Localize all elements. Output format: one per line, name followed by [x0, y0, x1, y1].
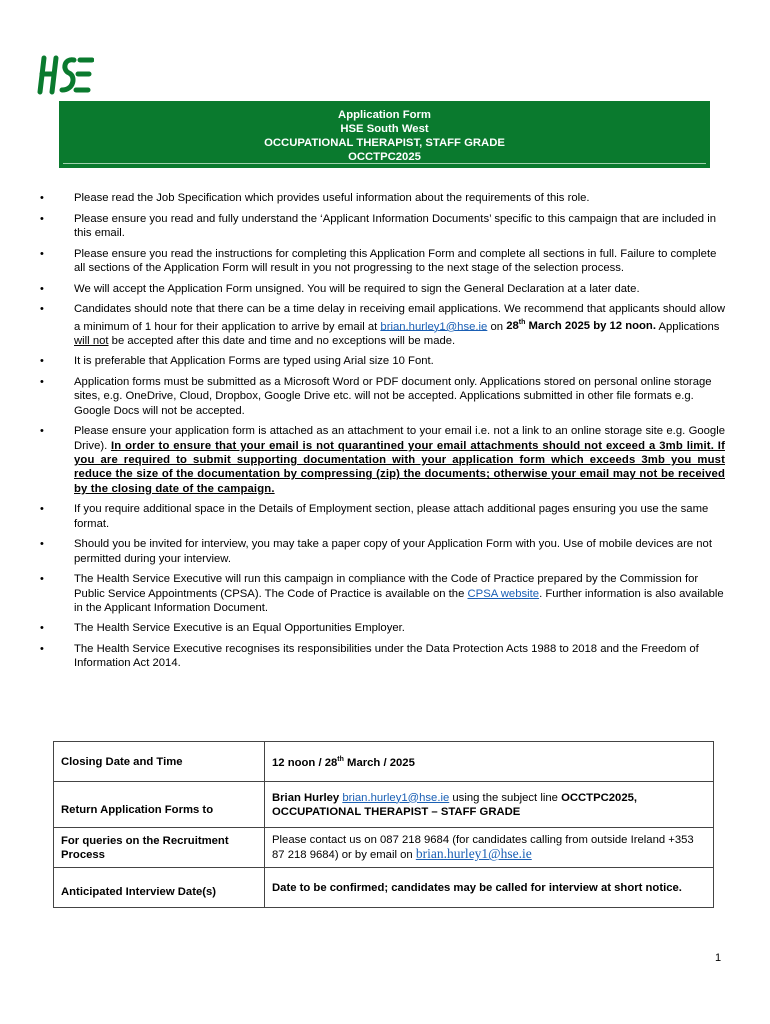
email-link[interactable]: brian.hurley1@hse.ie [380, 320, 488, 333]
table-row [54, 828, 714, 868]
list-item: • Please ensure you read and fully understand the ‘Applicant Information Documents’ specific to this campaign that are included in this email. [40, 212, 725, 241]
list-item: • The Health Service Executive will run this campaign in compliance with the Code of Practice prepared by the Commission for Public Service Appointments (CPSA). The Code of Practice is available on the CPSA website. Further information is also available in the Applicant Information Document. [40, 572, 725, 615]
table-row [54, 742, 714, 782]
closing-date-value: 12 noon / 28th March / 2025 [265, 742, 714, 782]
interview-date-label: Anticipated Interview Date(s) [54, 868, 265, 908]
banner-divider [63, 163, 706, 164]
closing-date-label: Closing Date and Time [54, 742, 265, 782]
list-item: • Should you be invited for interview, you may take a paper copy of your Application Form with you. Use of mobile devices are not permitted during your interview. [40, 537, 725, 566]
hse-logo [36, 52, 94, 98]
banner-title: Application Form [338, 109, 431, 121]
email-link[interactable]: brian.hurley1@hse.ie [415, 846, 532, 861]
table-row [54, 868, 714, 908]
list-item: • If you require additional space in the Details of Employment section, please attach additional pages ensuring you use the same format. [40, 502, 725, 531]
page-number: 1 [715, 952, 722, 964]
campaign-details-table [53, 741, 714, 908]
list-item: • Please ensure your application form is attached as an attachment to your email i.e. not a link to an online storage site e.g. Google Drive). In order to ensure that your email is not quarantined your email attachments should not exceed a 3mb limit. If you are required to submit supporting documentation with your application form which exceeds 3mb you must reduce the size of the documentation by compressing (zip) the documents; otherwise your email may not be received by the closing date of the campaign. [40, 424, 725, 495]
return-forms-label: Return Application Forms to [54, 782, 265, 828]
hse-logo-icon [36, 52, 94, 98]
banner-region: HSE South West [340, 123, 429, 135]
list-item: • The Health Service Executive recognises its responsibilities under the Data Protection Acts 1988 to 2018 and the Freedom of Information Act 2014. [40, 642, 725, 671]
cpsa-website-link[interactable]: CPSA website [467, 587, 540, 600]
list-item: • Please read the Job Specification which provides useful information about the requirements of this role. [40, 191, 725, 205]
banner-code: OCCTPC2025 [348, 151, 421, 163]
list-item: • We will accept the Application Form unsigned. You will be required to sign the General Declaration at a later date. [40, 282, 725, 296]
form-title-banner [59, 101, 710, 168]
attachment-warning: In order to ensure that your email is not quarantined your email attachments should not exceed a 3mb limit. If you are required to submit supporting documentation with your application form which exceeds 3mb you must reduce the size of the documentation by compressing (zip) the documents; otherwise your email may not be received by the closing date of the campaign. [74, 439, 725, 495]
list-item: • The Health Service Executive is an Equal Opportunities Employer. [40, 621, 725, 635]
email-link[interactable]: brian.hurley1@hse.ie [342, 791, 450, 804]
list-item: • Candidates should note that there can be a time delay in receiving email applications. We recommend that applicants should allow a minimum of 1 hour for their application to arrive by email at brian.hurley1@hse.ie on 28th March 2025 by 12 noon. Applications will not be accepted after this date and time and no exceptions will be made. [40, 302, 725, 348]
queries-label: For queries on the Recruitment Process [54, 828, 265, 868]
banner-role: OCCUPATIONAL THERAPIST, STAFF GRADE [264, 137, 505, 149]
list-item: • Application forms must be submitted as a Microsoft Word or PDF document only. Applications stored on personal online storage sites, e.g. OneDrive, Cloud, Dropbox, Google Drive etc. will not be accepted. Applications submitted in other file formats e.g. Google Docs will not be accepted. [40, 375, 725, 418]
list-item: • Please ensure you read the instructions for completing this Application Form and complete all sections in full. Failure to complete all sections of the Application Form will result in you not progressing to the next stage of the selection process. [40, 247, 725, 276]
return-forms-value: Brian Hurley brian.hurley1@hse.ie using the subject line OCCTPC2025, OCCUPATIONAL THERAPIST – STAFF GRADE [265, 782, 714, 828]
deadline-text: 28th March 2025 by 12 noon. [506, 319, 656, 333]
list-item: • It is preferable that Application Forms are typed using Arial size 10 Font. [40, 354, 725, 368]
table-row [54, 782, 714, 828]
queries-value: Please contact us on 087 218 9684 (for candidates calling from outside Ireland +353 87 218 9684) or by email on brian.hurley1@hse.ie [265, 828, 714, 868]
interview-date-value: Date to be confirmed; candidates may be called for interview at short notice. [265, 868, 714, 908]
instructions-list [40, 191, 725, 677]
